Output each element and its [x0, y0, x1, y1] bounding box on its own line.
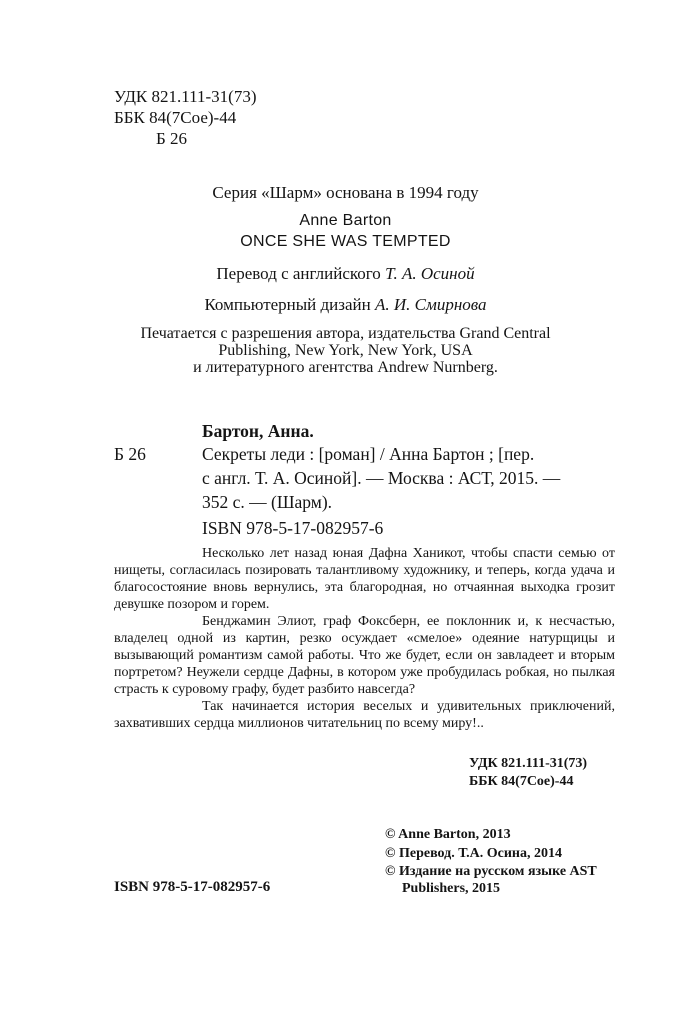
translator-credit	[0, 264, 691, 284]
original-author: Anne Barton	[299, 212, 392, 229]
copyright-line: Publishers, 2015	[402, 881, 501, 896]
annotation	[114, 545, 615, 732]
permission-line: и литературного агентства Andrew Nurnberg.	[193, 359, 498, 376]
designer-name: А. И. Смирнова	[375, 295, 487, 314]
author-mark: Б 26	[156, 129, 188, 148]
bib-line: Секреты леди : [роман] / Анна Бартон ; [пер.	[202, 444, 535, 464]
design-credit	[0, 295, 691, 315]
translator-name: Т. А. Осиной	[385, 264, 475, 283]
copyright-line: © Anne Barton, 2013	[385, 827, 511, 842]
permission-notice	[0, 325, 691, 376]
series-line: Серия «Шарм» основана в 1994 году	[212, 183, 479, 202]
permission-line: Publishing, New York, New York, USA	[218, 342, 473, 359]
bbk-code-bottom: ББК 84(7Сое)-44	[469, 774, 574, 789]
bib-line: с англ. Т. А. Осиной]. — Москва : АСТ, 2015. —	[202, 468, 561, 488]
copyright-line: © Издание на русском языке AST	[385, 864, 597, 879]
annotation-paragraph: Так начинается история веселых и удивительных приключений, захвативших сердца миллионов читательниц по всему миру!..	[114, 699, 615, 731]
annotation-paragraph: Несколько лет назад юная Дафна Ханикот, чтобы спасти семью от нищеты, согласилась позировать талантливому художнику, и теперь, когда удача и благосостояние вновь вернулись, эта благородная, но отчаянная выходка грозит девушке позором и горем.	[114, 546, 615, 612]
udk-code-bottom: УДК 821.111-31(73)	[469, 756, 588, 771]
footer-isbn: ISBN 978-5-17-082957-6	[114, 879, 271, 895]
bbk-code: ББК 84(7Сое)-44	[114, 108, 237, 127]
translator-label: Перевод с английского	[216, 264, 381, 283]
design-label: Компьютерный дизайн	[204, 295, 371, 314]
bib-mark: Б 26	[114, 444, 146, 464]
copyright-line: © Перевод. Т.А. Осина, 2014	[385, 846, 562, 861]
permission-line: Печатается с разрешения автора, издательства Grand Central	[140, 325, 551, 342]
original-title: ONCE SHE WAS TEMPTED	[240, 233, 451, 250]
bib-heading: Бартон, Анна.	[202, 421, 314, 441]
annotation-paragraph: Бенджамин Элиот, граф Фоксберн, ее поклонник и, к несчастью, владелец одной из картин, резко осуждает «смелое» одеяние натурщицы и вызывающий романтизм самой работы. Что же будет, если он завладеет и вторым портретом? Неужели сердце Дафны, в котором уже пробудилась робкая, но пылкая страсть к суровому графу, будет разбито навсегда?	[114, 614, 615, 697]
bib-line: 352 с. — (Шарм).	[202, 492, 333, 512]
bib-isbn: ISBN 978-5-17-082957-6	[202, 518, 384, 538]
udk-code: УДК 821.111-31(73)	[114, 87, 257, 106]
